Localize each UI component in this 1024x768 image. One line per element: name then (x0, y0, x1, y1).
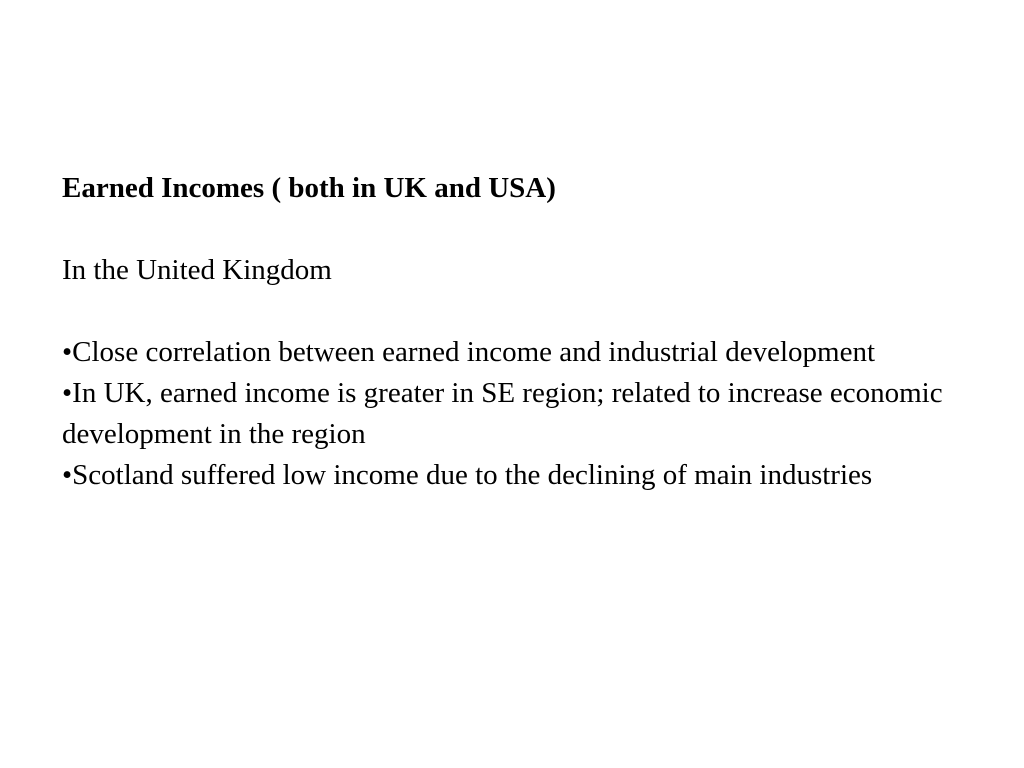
bullet-item (62, 373, 982, 455)
bullet-item (62, 332, 982, 373)
bullet-marker: • (62, 459, 73, 491)
bullet-text: Scotland suffered low income due to the declining of main industries (72, 459, 873, 491)
bullet-text: Close correlation between earned income and industrial development (72, 336, 876, 368)
bullet-marker: • (62, 377, 73, 409)
bullet-marker: • (62, 336, 73, 368)
slide-content (62, 168, 982, 496)
bullet-text: In UK, earned income is greater in SE region; related to increase economic development in the region (62, 377, 943, 450)
bullet-list (62, 332, 982, 496)
slide-subtitle: In the United Kingdom (62, 254, 332, 286)
slide-title: Earned Incomes ( both in UK and USA) (62, 172, 556, 204)
bullet-item (62, 455, 982, 496)
